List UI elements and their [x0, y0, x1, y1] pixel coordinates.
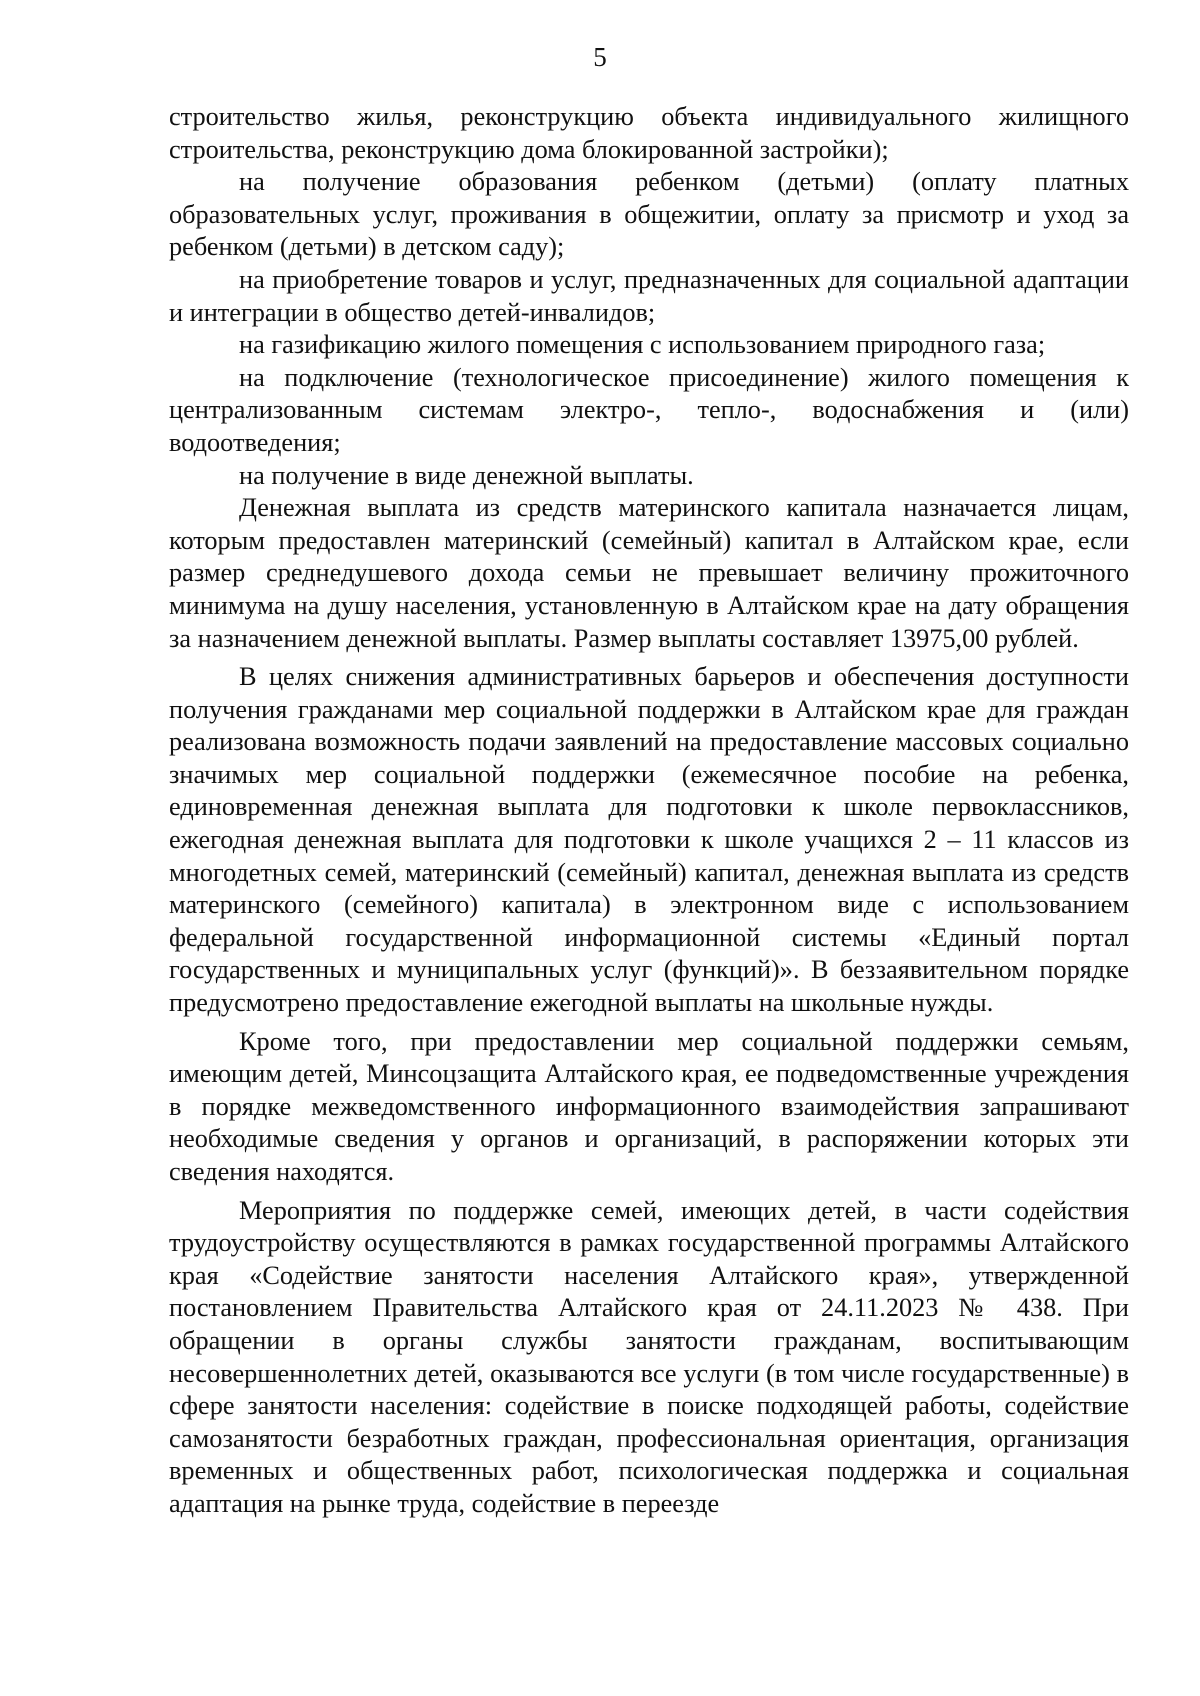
- paragraph-maternity-capital-payment: Денежная выплата из средств материнского капитала назначается лицам, которым предоставлен материнский (семейный) капитал в Алтайском крае, если размер среднедушевого дохода семьи не превышает величину прожиточного минимума на душу населения, установленную в Алтайском крае на дату обращения за назначением денежной выплаты. Размер выплаты составляет 13975,00 рублей.: [169, 493, 1129, 653]
- paragraph-utility-connection: на подключение (технологическое присоединение) жилого помещения к централизованным системам электро-, тепло-, водоснабжения и (или) водоотведения;: [169, 362, 1129, 457]
- paragraph-gasification: на газификацию жилого помещения с использованием природного газа;: [239, 330, 1046, 360]
- paragraph-employment-support: Мероприятия по поддержке семей, имеющих детей, в части содействия трудоустройству осуществляются в рамках государственной программы Алтайского края «Содействие занятости населения Алтайского края», утвержденной постановлением Правительства Алтайского края от 24.11.2023 № 438. При обращении в органы службы занятости гражданам, воспитывающим несовершеннолетних детей, оказываются все услуги (в том числе государственные) в сфере занятости населения: содействие в поиске подходящей работы, содействие самозанятости безработных граждан, профессиональная ориентация, организация временных и общественных работ, психологическая поддержка и социальная адаптация на рынке труда, содействие в переезде: [169, 1195, 1129, 1518]
- paragraph-cash-payment: на получение в виде денежной выплаты.: [239, 460, 694, 490]
- paragraph-interagency-requests: Кроме того, при предоставлении мер социальной поддержки семьям, имеющим детей, Минсоцзащита Алтайского края, ее подведомственные учреждения в порядке межведомственного информационного взаимодействия запрашивают необходимые сведения у органов и организаций, в распоряжении которых эти сведения находятся.: [169, 1026, 1129, 1186]
- paragraph-housing-construction: строительство жилья, реконструкцию объекта индивидуального жилищного строительства, реконструкцию дома блокированной застройки);: [169, 102, 1129, 164]
- paragraph-disabled-children-goods: на приобретение товаров и услуг, предназначенных для социальной адаптации и интеграции в общество детей-инвалидов;: [169, 264, 1129, 327]
- page-number: 5: [593, 42, 607, 72]
- paragraph-electronic-services: В целях снижения административных барьеров и обеспечения доступности получения гражданами мер социальной поддержки в Алтайском крае для граждан реализована возможность подачи заявлений на предоставление массовых социально значимых мер социальной поддержки (ежемесячное пособие на ребенка, единовременная денежная выплата для подготовки к школе первоклассников, ежегодная денежная выплата для подготовки к школе учащихся 2 – 11 классов из многодетных семей, материнский (семейный) капитал, денежная выплата из средств материнского (семейного) капитала) в электронном виде с использованием федеральной государственной информационной системы «Единый портал государственных и муниципальных услуг (функций)». В беззаявительном порядке предусмотрено предоставление ежегодной выплаты на школьные нужды.: [169, 662, 1129, 1018]
- paragraph-education: на получение образования ребенком (детьми) (оплату платных образовательных услуг, проживания в общежитии, оплату за присмотр и уход за ребенком (детьми) в детском саду);: [169, 167, 1129, 262]
- body-text: [169, 101, 1129, 1521]
